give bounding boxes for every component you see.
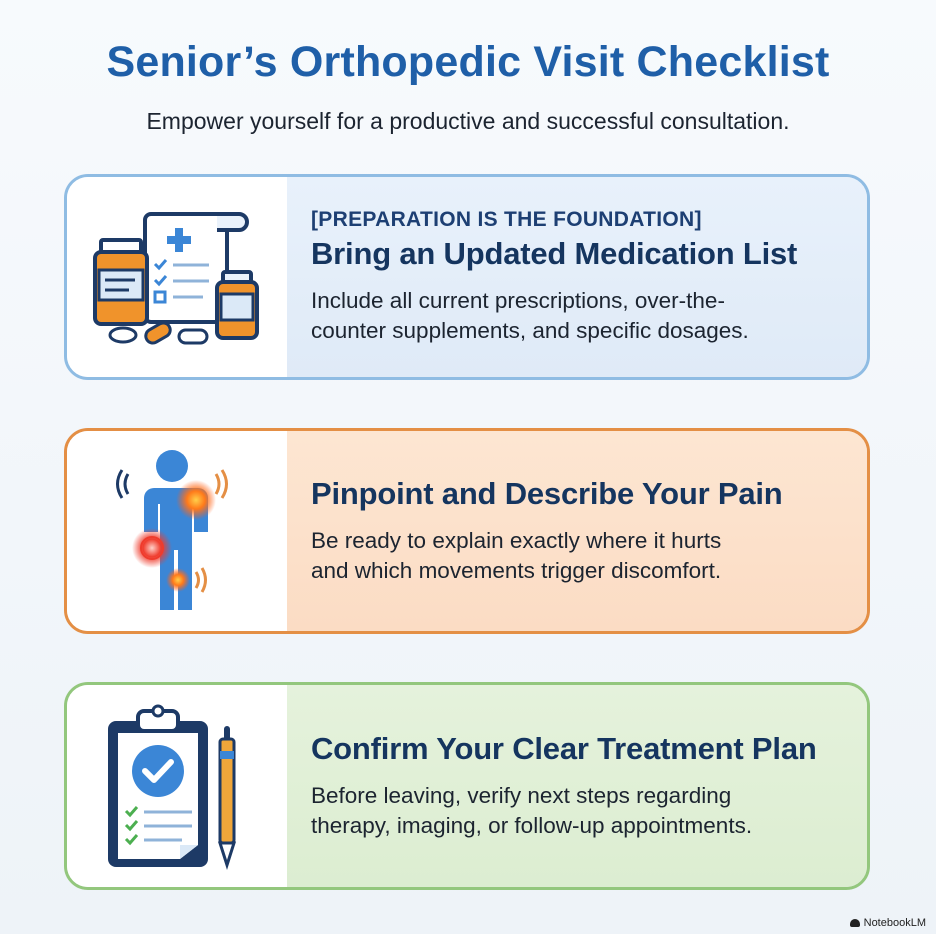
brand-name: NotebookLM — [863, 917, 926, 929]
body-pain-icon — [112, 444, 242, 619]
card-body — [311, 526, 843, 586]
card-body-line: Be ready to explain exactly where it hurts — [311, 528, 722, 554]
card-text-pane — [287, 177, 867, 377]
checklist-card-pain — [64, 428, 870, 634]
card-body — [311, 286, 843, 346]
card-body-line: and which movements trigger discomfort. — [311, 558, 722, 583]
card-heading: Bring an Updated Medication List — [311, 236, 798, 272]
card-icon-pane — [67, 177, 287, 377]
card-heading: Pinpoint and Describe Your Pain — [311, 476, 783, 512]
card-body-line: counter supplements, and specific dosages. — [311, 318, 749, 343]
checklist-card-medication — [64, 174, 870, 380]
card-icon-pane — [67, 685, 287, 887]
card-heading: Confirm Your Clear Treatment Plan — [311, 731, 817, 767]
card-body — [311, 781, 843, 841]
card-body-line: Before leaving, verify next steps regarding — [311, 783, 732, 809]
card-kicker: [PREPARATION IS THE FOUNDATION] — [311, 208, 702, 232]
page-title: Senior’s Orthopedic Visit Checklist — [106, 38, 830, 86]
card-text-pane — [287, 685, 867, 887]
notebooklm-logo-icon — [850, 919, 860, 927]
checklist-card-treatment-plan — [64, 682, 870, 890]
page-subtitle: Empower yourself for a productive and successful consultation. — [146, 108, 790, 134]
card-body-line: Include all current prescriptions, over-the- — [311, 288, 725, 314]
card-body-line: therapy, imaging, or follow-up appointments. — [311, 813, 753, 838]
medication-icon — [87, 202, 267, 352]
brand-watermark — [850, 917, 926, 929]
card-icon-pane — [67, 431, 287, 631]
card-text-pane — [287, 431, 867, 631]
clipboard-check-icon — [102, 699, 252, 874]
